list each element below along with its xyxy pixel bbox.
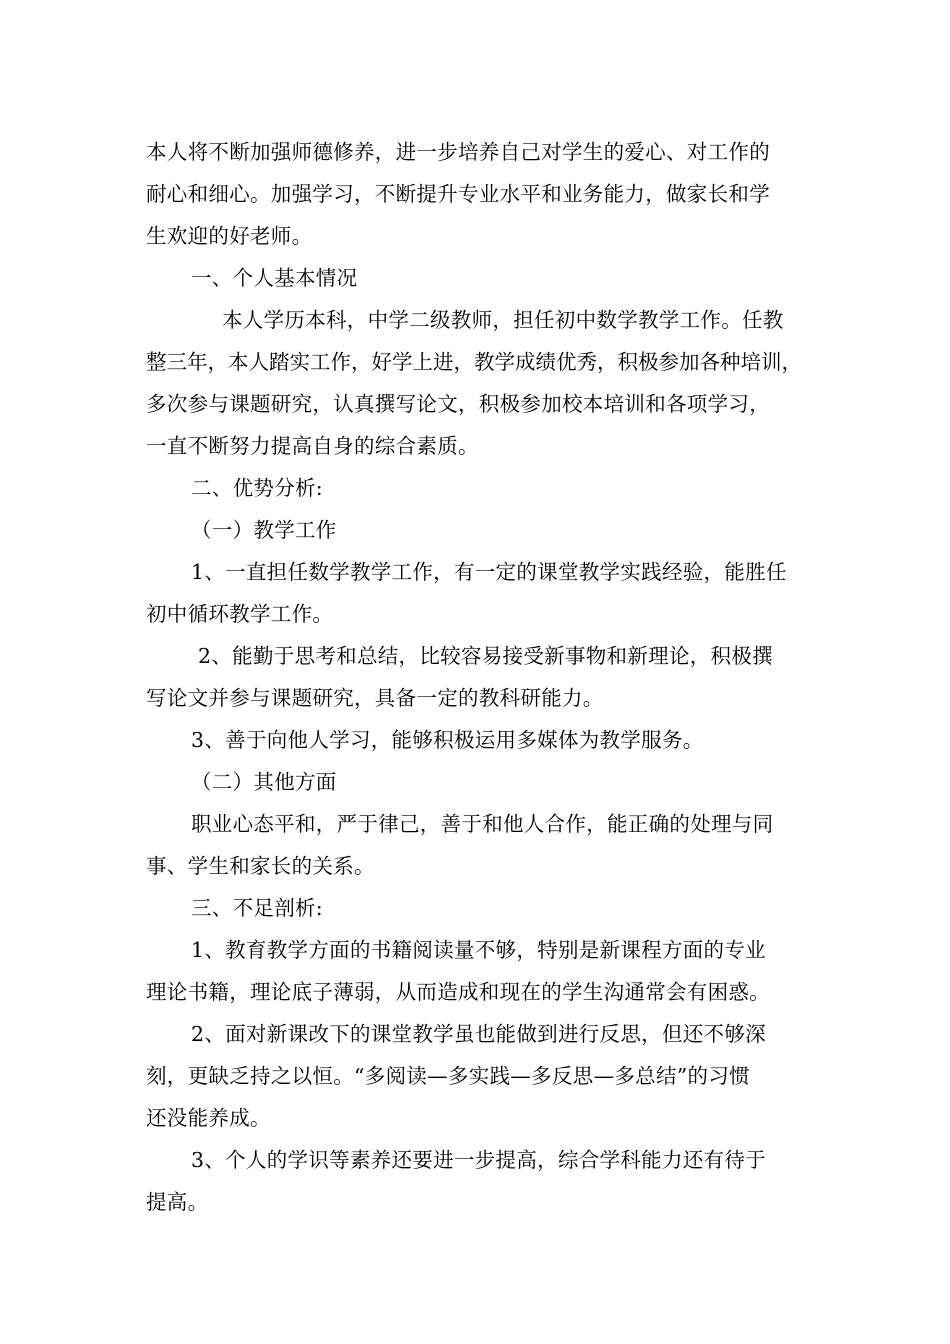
paragraph-line: 一直不断努力提高自身的综合素质。 bbox=[146, 434, 479, 458]
paragraph-line: 提高。 bbox=[146, 1190, 209, 1214]
list-item: 2、面对新课改下的课堂教学虽也能做到进行反思，但还不够深 bbox=[191, 1022, 766, 1046]
section-heading-3: 三、不足剖析: bbox=[191, 896, 324, 920]
list-item: 3、善于向他人学习，能够积极运用多媒体为教学服务。 bbox=[191, 728, 704, 752]
paragraph-line: 刻，更缺乏持之以恒。“多阅读—多实践—多反思—多总结”的习惯 bbox=[146, 1064, 750, 1088]
paragraph-line: 还没能养成。 bbox=[146, 1106, 271, 1130]
section-heading-1: 一、个人基本情况 bbox=[191, 266, 358, 290]
paragraph-line: 多次参与课题研究，认真撰写论文，积极参加校本培训和各项学习， bbox=[146, 392, 770, 416]
paragraph-line: 写论文并参与课题研究，具备一定的教科研能力。 bbox=[146, 686, 604, 710]
subsection-heading: （二）其他方面 bbox=[191, 770, 337, 794]
section-heading-2: 二、优势分析: bbox=[191, 476, 324, 500]
list-item: 1、一直担任数学教学工作，有一定的课堂教学实践经验，能胜任 bbox=[191, 560, 787, 584]
paragraph-line: 职业心态平和，严于律己，善于和他人合作，能正确的处理与同 bbox=[191, 812, 774, 836]
subsection-heading: （一）教学工作 bbox=[191, 518, 337, 542]
paragraph-line: 本人将不断加强师德修养，进一步培养自己对学生的爱心、对工作的 bbox=[146, 140, 770, 164]
list-item: 1、教育教学方面的书籍阅读量不够，特别是新课程方面的专业 bbox=[191, 938, 766, 962]
list-item: 2、能勤于思考和总结，比较容易接受新事物和新理论，积极撰 bbox=[198, 644, 773, 668]
list-item: 3、个人的学识等素养还要进一步提高，综合学科能力还有待于 bbox=[191, 1148, 766, 1172]
paragraph-line: 生欢迎的好老师。 bbox=[146, 224, 313, 248]
paragraph-line: 本人学历本科，中学二级教师，担任初中数学教学工作。任教 bbox=[222, 308, 784, 332]
paragraph-line: 事、学生和家长的关系。 bbox=[146, 854, 375, 878]
paragraph-line: 初中循环教学工作。 bbox=[146, 602, 334, 626]
paragraph-line: 耐心和细心。加强学习，不断提升专业水平和业务能力，做家长和学 bbox=[146, 182, 770, 206]
paragraph-line: 理论书籍，理论底子薄弱，从而造成和现在的学生沟通常会有困惑。 bbox=[146, 980, 770, 1004]
paragraph-line: 整三年，本人踏实工作，好学上进，教学成绩优秀，积极参加各种培训， bbox=[146, 350, 802, 374]
